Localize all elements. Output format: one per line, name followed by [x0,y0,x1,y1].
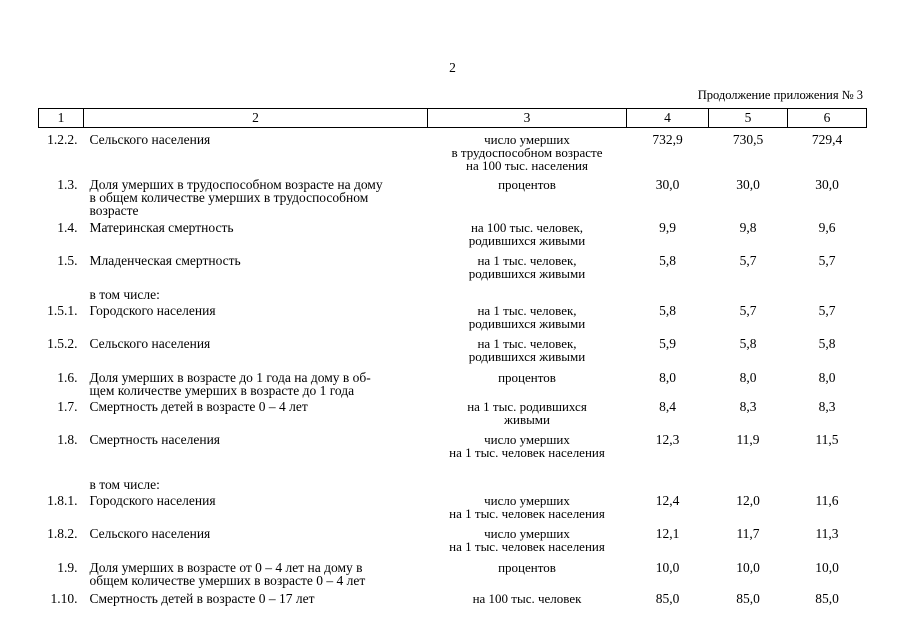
unit-of-measure: на 1 тыс. родившихся живыми [467,398,587,427]
row-number: 1.8. [57,431,78,447]
indicator-name: в том числе: [89,286,160,302]
value-col-4: 9,9 [659,219,676,235]
indicator-name: Доля умерших в трудоспособном возрасте на дому в общем количестве умерших в трудоспособном возрасте [89,176,383,218]
value-col-5: 9,8 [739,219,757,235]
indicator-name: Доля умерших в возрасте от 0 – 4 лет на дому в общем количестве умерших в возрасте 0 – 4 лет [89,559,366,588]
indicator-name: Смертность населения [89,431,220,447]
table-row [39,128,867,173]
unit-of-measure: процентов [498,369,556,385]
unit-of-measure: процентов [498,176,556,192]
value-col-4: 12,3 [655,431,680,447]
unit-of-measure: процентов [498,559,556,575]
value-col-4: 12,4 [655,492,680,508]
table-body [39,128,867,612]
value-col-4: 732,9 [652,132,683,147]
value-col-6: 10,0 [815,559,839,575]
value-col-4 [627,284,709,301]
page-number: 2 [449,60,456,75]
row-number: 1.8.2. [47,525,78,541]
value-col-5: 12,0 [736,492,760,508]
indicator-name: Материнская смертность [89,219,234,235]
table-row [39,430,867,475]
value-col-5: 85,0 [736,590,760,606]
indicator-name: Смертность детей в возрасте 0 – 17 лет [89,590,315,606]
unit-of-measure: на 1 тыс. человек, родившихся живыми [468,302,586,331]
value-col-4: 8,4 [659,398,676,414]
indicator-name: Городского населения [89,492,216,508]
value-col-5: 8,0 [739,369,757,385]
table-row [39,334,867,367]
unit-of-measure: число умерших на 1 тыс. человек населения [449,431,605,460]
table-row [39,397,867,430]
subheading-row [39,475,867,491]
value-col-4 [627,475,709,491]
unit-of-measure: число умерших на 1 тыс. человек населения [449,492,605,521]
column-header: 2 [84,109,428,128]
unit-of-measure [428,284,627,301]
row-number: 1.4. [57,219,78,235]
row-number: 1.6. [57,369,78,385]
row-number [39,475,84,491]
value-col-5: 5,8 [739,335,757,351]
indicator-name: Младенческая смертность [89,252,241,268]
value-col-6: 5,7 [818,252,836,268]
value-col-5 [709,284,788,301]
indicator-name: в том числе: [89,476,160,492]
indicator-name: Смертность детей в возрасте 0 – 4 лет [89,398,308,414]
subheading-row [39,284,867,301]
value-col-5: 30,0 [736,176,760,192]
value-col-6: 8,3 [818,398,836,414]
unit-of-measure: на 100 тыс. человек [472,590,582,606]
unit-of-measure: на 1 тыс. человек, родившихся живыми [468,252,586,281]
value-col-6: 729,4 [811,132,843,147]
value-col-6: 11,5 [815,431,839,447]
value-col-5: 11,9 [736,431,760,447]
indicator-name: Доля умерших в возрасте до 1 года на дому в об- щем количестве умерших в возрасте до 1 года [89,369,371,398]
column-header: 4 [627,109,709,128]
value-col-4: 12,1 [655,525,680,541]
row-number: 1.2.2. [47,132,78,147]
value-col-4: 30,0 [655,176,680,192]
table-row [39,301,867,334]
column-header: 5 [709,109,788,128]
value-col-4: 8,0 [659,369,676,385]
value-col-6: 11,6 [815,492,839,508]
value-col-5: 8,3 [739,398,757,414]
table-row [39,524,867,557]
unit-of-measure [428,475,627,491]
value-col-4: 5,9 [659,335,676,351]
indicators-table [38,108,867,612]
table-row [39,173,867,218]
indicator-name: Городского населения [89,302,216,318]
continuation-caption: Продолжение приложения № 3 [697,88,863,102]
value-col-4: 10,0 [655,559,680,575]
column-header: 3 [428,109,627,128]
value-col-5: 5,7 [739,302,757,318]
table-row [39,251,867,284]
value-col-6: 11,3 [815,525,839,541]
row-number [39,284,84,301]
value-col-6: 8,0 [818,369,836,385]
value-col-6: 30,0 [815,176,839,192]
value-col-6: 5,8 [818,335,836,351]
value-col-5: 10,0 [736,559,760,575]
value-col-6: 5,7 [818,302,836,318]
value-col-5: 5,7 [739,252,757,268]
value-col-6: 9,6 [818,219,836,235]
value-col-5: 730,5 [732,132,764,147]
column-header: 1 [39,109,84,128]
row-number: 1.5. [57,252,78,268]
value-col-4: 85,0 [655,590,680,606]
indicator-name: Сельского населения [89,335,211,351]
table-row [39,218,867,251]
table-row [39,557,867,590]
table-row [39,590,867,612]
row-number: 1.10. [50,590,78,606]
value-col-6 [788,475,867,491]
unit-of-measure: на 1 тыс. человек, родившихся живыми [468,335,586,364]
table-row [39,367,867,397]
row-number: 1.5.1. [47,302,78,318]
value-col-5: 11,7 [736,525,760,541]
indicator-name: Сельского населения [89,132,211,147]
indicator-name: Сельского населения [89,525,211,541]
row-number: 1.5.2. [47,335,78,351]
column-header: 6 [788,109,867,128]
row-number: 1.3. [57,176,78,192]
row-number: 1.8.1. [47,492,78,508]
value-col-4: 5,8 [659,252,676,268]
unit-of-measure: на 100 тыс. человек, родившихся живыми [468,219,586,248]
row-number: 1.9. [57,559,78,575]
unit-of-measure: число умерших в трудоспособном возрасте на 100 тыс. населения [451,132,603,173]
value-col-5 [709,475,788,491]
row-number: 1.7. [57,398,78,414]
table-row [39,491,867,524]
column-number-row [39,109,867,128]
value-col-6 [788,284,867,301]
value-col-4: 5,8 [659,302,676,318]
unit-of-measure: число умерших на 1 тыс. человек населения [449,525,605,554]
value-col-6: 85,0 [815,590,839,606]
